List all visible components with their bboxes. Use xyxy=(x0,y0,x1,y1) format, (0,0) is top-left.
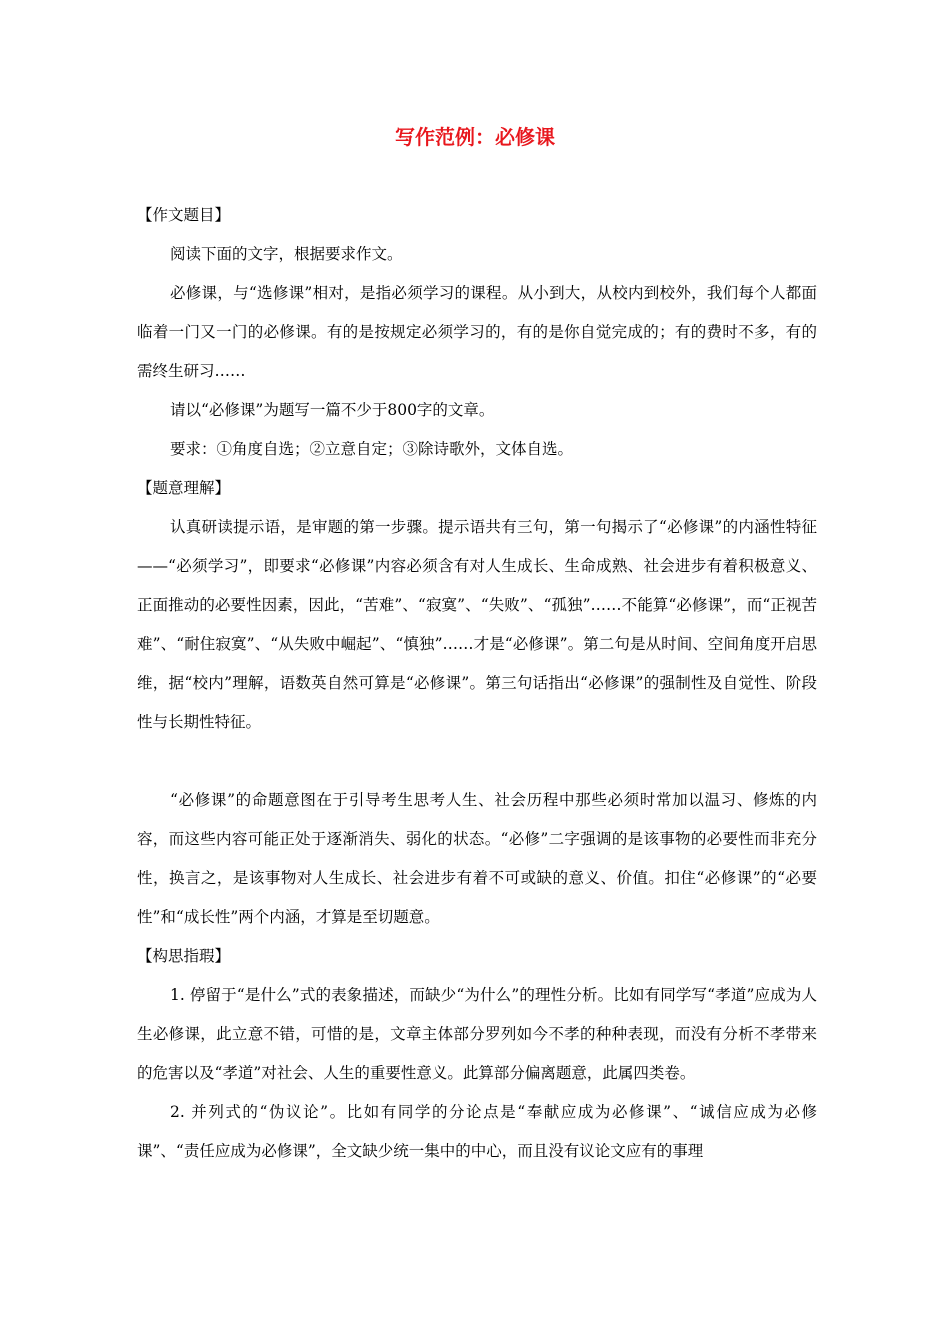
paragraph-spacer xyxy=(137,742,817,781)
page-title: 写作范例：必修课 xyxy=(395,125,555,149)
understanding-paragraph-2: “必修课”的命题意图在于引导考生思考人生、社会历程中那些必须时常加以温习、修炼的内容，而这些内容可能正处于逐渐消失、弱化的状态。“必修”二字强调的是该事物的必要性而非充分性，换言之，是该事物对人生成长、社会进步有着不可或缺的意义、价值。扣住“必修课”的“必要性”和“成长性”两个内涵，才算是至切题意。 xyxy=(137,791,817,926)
pitfalls-paragraph-2: 2. 并列式的“伪议论”。比如有同学的分论点是“奉献应成为必修课”、“诚信应成为必修课”、“责任应成为必修课”，全文缺少统一集中的中心，而且没有议论文应有的事理 xyxy=(137,1103,817,1160)
pitfalls-paragraph-1: 1. 停留于“是什么”式的表象描述，而缺少“为什么”的理性分析。比如有同学写“孝道”应成为人生必修课，此立意不错，可惜的是，文章主体部分罗列如今不孝的种种表现，而没有分析不孝带来的危害以及“孝道”对社会、人生的重要性意义。此算部分偏离题意，此属四类卷。 xyxy=(137,986,817,1082)
topic-paragraph-1: 阅读下面的文字，根据要求作文。 xyxy=(170,245,403,263)
section-heading-understanding: 【题意理解】 xyxy=(137,479,231,497)
understanding-paragraph-1: 认真研读提示语，是审题的第一步骤。提示语共有三句，第一句揭示了“必修课”的内涵性特征——“必须学习”，即要求“必修课”内容必须含有对人生成长、生命成熟、社会进步有着积极意义、正面推动的必要性因素，因此，“苦难”、“寂寞”、“失败”、“孤独”……不能算“必修课”，而“正视苦难”、“耐住寂寞”、“从失败中崛起”、“慎独”……才是“必修课”。第二句是从时间、空间角度开启思维，据“校内”理解，语数英自然可算是“必修课”。第三句话指出“必修课”的强制性及自觉性、阶段性与长期性特征。 xyxy=(137,518,817,731)
section-heading-topic: 【作文题目】 xyxy=(137,206,231,224)
topic-paragraph-2: 必修课，与“选修课”相对，是指必须学习的课程。从小到大，从校内到校外，我们每个人都面临着一门又一门的必修课。有的是按规定必须学习的，有的是你自觉完成的；有的费时不多，有的需终生研习…… xyxy=(137,284,817,380)
section-heading-pitfalls: 【构思指瑕】 xyxy=(137,947,231,965)
topic-paragraph-4: 要求：①角度自选；②立意自定；③除诗歌外，文体自选。 xyxy=(170,440,574,458)
topic-paragraph-3: 请以“必修课”为题写一篇不少于800字的文章。 xyxy=(170,401,495,419)
document-body xyxy=(137,196,817,1171)
